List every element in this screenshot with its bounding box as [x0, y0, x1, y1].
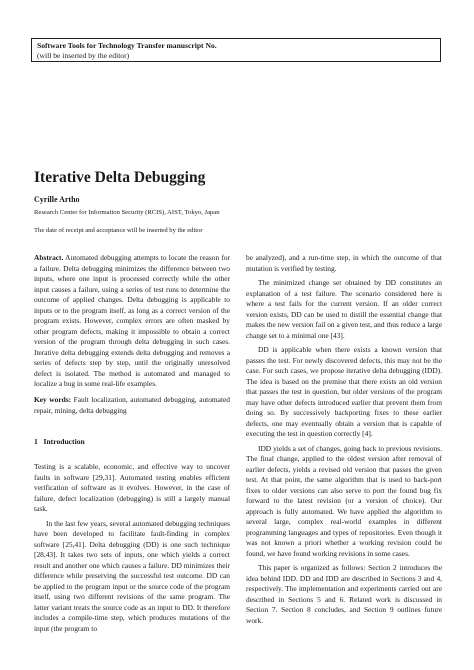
paragraph: DD is applicable when there exists a known version that passes the test. For newly discovered defects, this may not be the case. For such cases, we propose iterative delta debugging (IDD). The idea is based on the premise that there exists an old version that passes the test in question, but older versions of the program may have other defects introduced earlier that prevent them from doing so. By successively backporting fixes to these earlier defects, one may eventually obtain a version that is capable of executing the test in question correctly [4]. — [246, 345, 442, 438]
header-line-2: (will be inserted by the editor) — [37, 50, 130, 60]
abstract-text: Automated debugging attempts to locate the reason for a failure. Delta debugging minimizes the difference between two inputs, where one input is processed correctly while the other input causes a failure, using a series of test runs to determine the outcome of applied changes. Delta debugging is applicable to inputs or to the program itself, as long as a correct version of the program exists. However, complex errors are often masked by other program defects, making it impossible to obtain a correct version of the program through delta debugging in such cases. Iterative delta debugging extends delta debugging and removes a series of defects step by step, until the originally unresolved defect is isolated. The method is automated and managed to localize a bug in some real-life examples. — [34, 253, 230, 388]
paragraph: The minimized change set obtained by DD constitutes an explanation of a test failure. The scenario considered here is where a test fails for the current version. If an older correct version exists, DD can be used to distill the essential change that makes the new version fail on a given test, and thus reduce a large change set to a minimal one [43]. — [246, 278, 442, 340]
section-title: Introduction — [43, 437, 85, 446]
author-name: Cyrille Artho — [34, 195, 80, 204]
paper-title: Iterative Delta Debugging — [34, 169, 206, 186]
affiliation: Research Center for Information Security (RCIS), AIST, Tokyo, Japan — [34, 209, 220, 216]
right-column-text — [246, 253, 442, 626]
paragraph: Testing is a scalable, economic, and effective way to uncover faults in software [29,31]. Automated testing enables efficient verification of software as it evolves. However, in the case of failure, defect localization (debugging) is still a largely manual task. — [34, 462, 230, 513]
paragraph: In the last few years, several automated debugging techniques have been developed to facilitate fault-finding in complex software [25,41]. Delta debugging (DD) is one such technique [28,43]. It takes two sets of inputs, one which yields a correct result and another one which causes a failure. DD minimizes their difference while preserving the successful test outcome. DD can be applied to the program input or the source code of the program itself, using two different revisions of the same program. The latter variant treats the source code as an input to DD. It therefore includes a compile-time step, which produces mutations of the input (the program to — [34, 518, 230, 633]
keywords-label: Key words: — [34, 395, 72, 404]
intro-text — [34, 462, 230, 634]
abstract-label: Abstract. — [34, 253, 64, 262]
paragraph: This paper is organized as follows: Section 2 introduces the idea behind IDD. DD and IDD are described in Sections 3 and 4, respectively. The implementation and experiments carried out are described in Sections 5 and 6. Related work is discussed in Section 7. Section 8 concludes, and Section 9 outlines future work. — [246, 563, 442, 625]
paragraph: be analyzed), and a run-time step, in which the outcome of that mutation is verified by testing. — [246, 253, 442, 273]
receipt-dates: The date of receipt and acceptance will be inserted by the editor — [34, 227, 203, 234]
section-heading — [34, 437, 230, 448]
keywords-text: Fault localization, automated debugging, automated repair, mining, delta debugging — [34, 395, 230, 415]
paragraph: IDD yields a set of changes, going back to previous revisions. The final change, applied to the oldest version after removal of earlier defects, yields a revised old version that passes the given test. At that point, the same algorithm that is used to back-port fixes to older versions can also serve to port the found bug fix forward to the latest revision (or a version of choice). Our approach is fully automated. We have applied the algorithm to several large, complex real-world examples in different programming languages and types of repositories. Even though it was not known a priori whether a working revision could be found, we have found working revisions in some cases. — [246, 443, 442, 558]
section-number: 1 — [34, 437, 38, 446]
header-line-1: Software Tools for Technology Transfer manuscript No. — [37, 41, 217, 50]
keywords — [34, 395, 230, 416]
abstract — [34, 253, 230, 390]
manuscript-header-box — [31, 38, 441, 62]
